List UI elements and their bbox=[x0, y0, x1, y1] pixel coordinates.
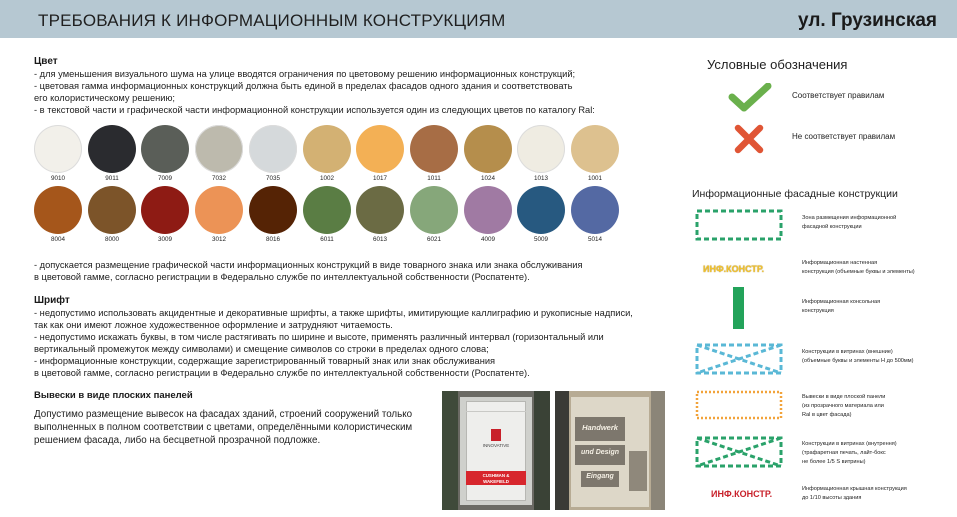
ral-swatch-code: 1011 bbox=[427, 175, 441, 182]
trademark-note-line: в цветовой гамме, согласно регистрации в Федерально службе по интеллектуальной собственности (Роспатенте). bbox=[34, 272, 530, 282]
photo-sign-text: Eingang bbox=[586, 473, 614, 480]
ral-swatch-code: 7032 bbox=[211, 175, 226, 182]
ral-swatch bbox=[571, 125, 619, 173]
ral-swatch bbox=[356, 186, 404, 234]
header-bar bbox=[0, 0, 957, 38]
ral-swatch bbox=[303, 186, 351, 234]
ral-swatch-code: 1013 bbox=[533, 175, 548, 182]
facade-legend-text: Информационная консольная bbox=[802, 299, 881, 305]
font-rule-line: вертикальный промежуток между символами) и смещение символов со строки в пределах одного слова; bbox=[34, 344, 489, 354]
color-rule-line: - цветовая гамма информационных конструкций должна быть единой в пределах фасадов одного здания и соответствовать bbox=[34, 81, 573, 91]
ral-swatch bbox=[517, 186, 565, 234]
sign-photo-workshop bbox=[555, 391, 665, 510]
ral-swatch bbox=[195, 186, 243, 234]
legend-title: Условные обозначения bbox=[707, 57, 848, 72]
font-rule-line: - недопустимо искажать буквы, в том числе растягивать по ширине и высоте, применять различный интервал (горизонтальный или bbox=[34, 332, 604, 342]
color-rule-line: - для уменьшения визуального шума на улице вводятся ограничения по цветовому решению информационных конструкций; bbox=[34, 69, 576, 79]
ral-swatch-code: 3009 bbox=[157, 236, 172, 243]
font-rule-line: так как они имеют ложное художественное оформление и затрудняют читаемость. bbox=[34, 320, 393, 330]
ral-swatch-code: 5014 bbox=[587, 236, 602, 243]
placement-zone-icon bbox=[695, 209, 783, 241]
facade-legend-text: Информационная настенная bbox=[802, 260, 878, 266]
ral-swatch bbox=[34, 125, 82, 173]
cross-icon bbox=[734, 124, 764, 154]
photo-sign-text: Handwerk bbox=[582, 423, 618, 432]
ral-swatch-code: 1017 bbox=[372, 175, 387, 182]
ral-swatch-code: 8016 bbox=[265, 236, 280, 243]
photo-sign-text: CUSHMAN & bbox=[482, 473, 510, 478]
facade-legend-text: Ral в цвет фасада) bbox=[802, 412, 852, 418]
facade-legend-text: конструкция bbox=[802, 308, 834, 314]
photo-sign-text: und Design bbox=[580, 449, 620, 456]
flat-panels-title: Вывески в виде плоских панелей bbox=[34, 390, 193, 401]
ral-swatch bbox=[249, 186, 297, 234]
ral-swatch-code: 6011 bbox=[320, 236, 334, 243]
ral-swatch-code: 7035 bbox=[265, 175, 280, 182]
flat-panels-line: решением фасада, либо на бесцветной прозрачной подложке. bbox=[34, 435, 321, 446]
ral-swatch-code: 8000 bbox=[104, 236, 119, 243]
ral-swatch-code: 9011 bbox=[105, 175, 119, 182]
roof-sign-sample-text: ИНФ.КОНСТР. bbox=[711, 489, 773, 499]
flat-panels-line: выполненных в полном соответствии с цветами, определёнными колористическим bbox=[34, 422, 413, 433]
ral-swatch bbox=[571, 186, 619, 234]
ral-swatch bbox=[141, 186, 189, 234]
facade-legend-text: Зона размещения информационной bbox=[802, 215, 897, 221]
legend-complies-label: Соответствует правилам bbox=[792, 91, 885, 100]
ral-swatch bbox=[303, 125, 351, 173]
color-rule-line: - в текстовой части и графической части информационной конструкции используется один из следующих цветов по каталогу Ral: bbox=[34, 105, 595, 115]
console-sign-icon bbox=[733, 287, 744, 329]
ral-swatch-code: 4009 bbox=[480, 236, 495, 243]
ral-swatch-code: 3012 bbox=[211, 236, 226, 243]
facade-legend-text: Информационная крышная конструкция bbox=[802, 486, 907, 492]
color-section-title: Цвет bbox=[34, 56, 58, 67]
font-rule-line: - недопустимо использовать акцидентные и декоративные шрифты, а также шрифты, имитирующие каллиграфию и рукописные надписи, bbox=[34, 308, 633, 318]
ral-swatch bbox=[356, 125, 404, 173]
window-internal-icon bbox=[695, 436, 783, 468]
color-rule-line: его колористическому решению; bbox=[34, 93, 175, 103]
photo-sign-text: INNOVATIVE bbox=[482, 443, 510, 448]
facade-legend-text: Конструкции в витринах (внутрення) bbox=[802, 441, 897, 447]
window-external-icon bbox=[695, 343, 783, 375]
ral-swatch-code: 8004 bbox=[50, 236, 65, 243]
facade-legend-text: (из прозрачного материала или bbox=[802, 403, 884, 409]
sign-photo-office bbox=[442, 391, 550, 510]
facade-legend-text: фасадной конструкции bbox=[802, 224, 862, 230]
font-section-title: Шрифт bbox=[34, 295, 70, 306]
facade-legend-text: конструкция (объемные буквы и элементы) bbox=[802, 269, 915, 275]
photo-sign-text: WAKEFIELD bbox=[483, 479, 509, 484]
facade-legend-text: Вывески в виде плоской панели bbox=[802, 394, 886, 400]
trademark-note-line: - допускается размещение графической части информационных конструкций в виде товарного знака или знака обслуживания bbox=[34, 260, 583, 270]
ral-swatch bbox=[464, 186, 512, 234]
facade-legend-text: (трафаретная печать, лайт-бокс bbox=[802, 450, 886, 456]
flat-panel-icon bbox=[695, 390, 783, 420]
wall-sign-sample-text: ИНФ.КОНСТР. bbox=[703, 264, 765, 274]
ral-swatch-code: 6013 bbox=[372, 236, 387, 243]
checkmark-icon bbox=[728, 83, 772, 113]
ral-swatch-code: 1002 bbox=[319, 175, 334, 182]
facade-legend-title: Информационные фасадные конструкции bbox=[692, 188, 898, 200]
ral-swatch-code: 6021 bbox=[426, 236, 441, 243]
ral-swatch bbox=[195, 125, 243, 173]
flat-panels-line: Допустимо размещение вывесок на фасадах зданий, строений сооружений только bbox=[34, 409, 413, 420]
ral-swatch bbox=[88, 186, 136, 234]
font-rule-line: - информационные конструкции, содержащие зарегистрированный товарный знак или знак обслуживания bbox=[34, 356, 496, 366]
ral-swatch bbox=[88, 125, 136, 173]
facade-legend-text: не более 1/5 S витрины) bbox=[802, 459, 866, 465]
font-rule-line: в цветовой гамме, согласно регистрации в Федерально службе по интеллектуальной собственности (Роспатенте). bbox=[34, 368, 530, 378]
facade-legend-text: Конструкции в витринах (внешние) bbox=[802, 349, 893, 355]
ral-swatch bbox=[410, 125, 458, 173]
street-name: ул. Грузинская bbox=[798, 10, 937, 31]
ral-swatch-code: 7009 bbox=[157, 175, 172, 182]
legend-not-complies-label: Не соответствует правилам bbox=[792, 132, 896, 141]
ral-swatch bbox=[34, 186, 82, 234]
page-title: ТРЕБОВАНИЯ К ИНФОРМАЦИОННЫМ КОНСТРУКЦИЯМ bbox=[38, 11, 506, 30]
ral-swatch bbox=[410, 186, 458, 234]
ral-swatch-code: 1024 bbox=[480, 175, 495, 182]
ral-swatch bbox=[141, 125, 189, 173]
ral-swatch-code: 9010 bbox=[50, 175, 65, 182]
facade-legend-text: (объемные буквы и элементы Н до 500мм) bbox=[802, 358, 914, 364]
facade-legend-text: до 1/10 высоты здания bbox=[802, 495, 862, 501]
ral-swatch-code: 1001 bbox=[587, 175, 602, 182]
ral-swatch bbox=[517, 125, 565, 173]
ral-swatch bbox=[464, 125, 512, 173]
ral-swatch bbox=[249, 125, 297, 173]
ral-swatch-code: 5009 bbox=[533, 236, 548, 243]
